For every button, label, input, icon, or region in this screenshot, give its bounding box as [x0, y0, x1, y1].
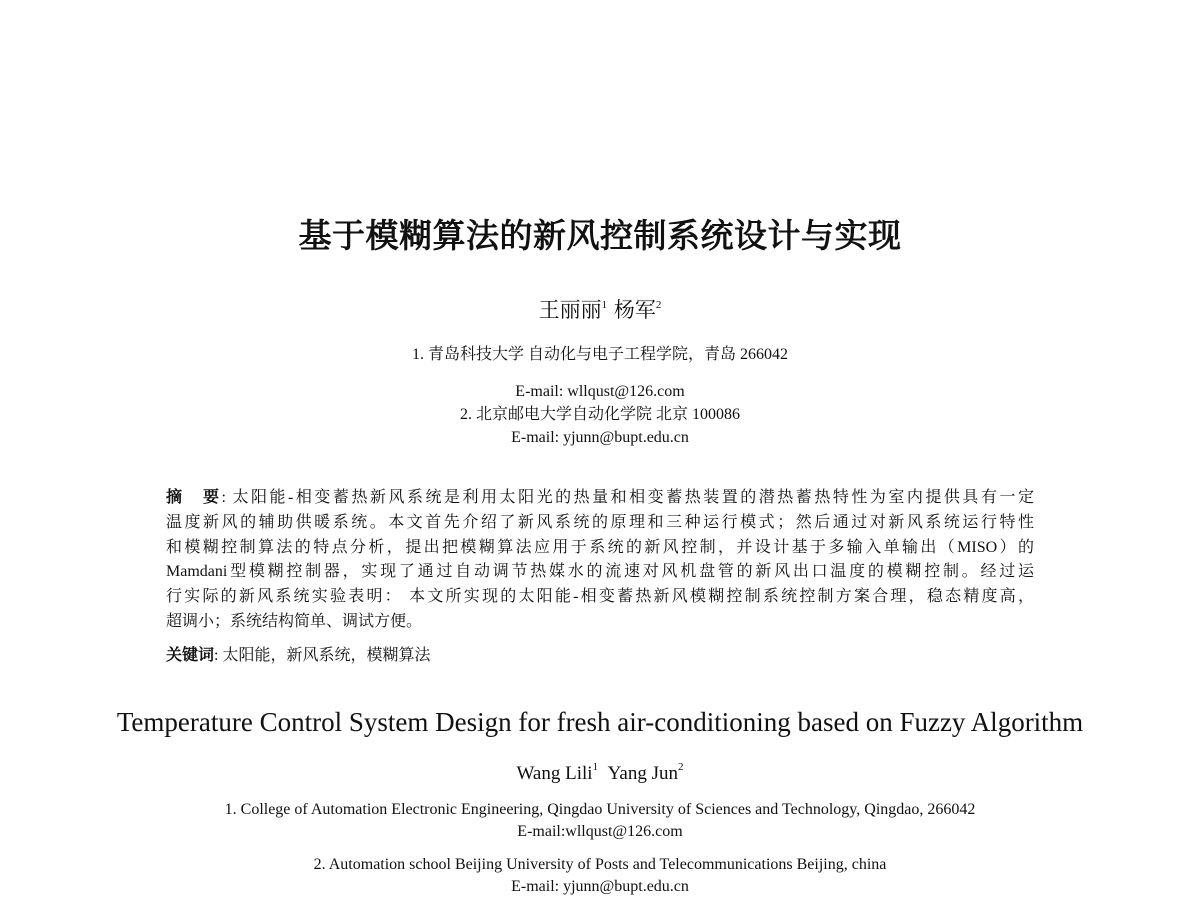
- authors-chinese: [0, 295, 1200, 325]
- keywords-label: 关键词: [166, 645, 215, 664]
- affiliation-block-english-2: [0, 854, 1200, 898]
- affiliation-1-chinese: 1. 青岛科技大学 自动化与电子工程学院，青岛 266042: [411, 346, 788, 363]
- author-1-affiliation-mark-english: 1: [592, 761, 599, 773]
- abstract-line: 行实际的新风系统实验表明： 本文所实现的太阳能-相变蓄热新风模糊控制系统控制方案合理，稳态精度高，: [166, 588, 1034, 606]
- abstract-line: 和模糊控制算法的特点分析，提出把模糊算法应用于系统的新风控制，并设计基于多输入单输出（MISO）的: [166, 538, 1034, 556]
- paper-title-english: Temperature Control System Design for fresh air-conditioning based on Fuzzy Algorithm: [116, 707, 1084, 737]
- affiliation-1-english: 1. College of Automation Electronic Engineering, Qingdao University of Sciences and Technology, Qingdao, 266042: [224, 801, 976, 818]
- author-1-name-english: Wang Lili: [516, 763, 593, 784]
- abstract-line: 超调小；系统结构简单、调试方便。: [166, 612, 423, 630]
- author-2-affiliation-mark-english: 2: [677, 761, 684, 773]
- email-2-english: E-mail: yjunn@bupt.edu.cn: [511, 878, 689, 895]
- abstract-line: [166, 485, 1034, 511]
- affiliation-block-english-1: [0, 799, 1200, 843]
- abstract-chinese: [166, 485, 1034, 635]
- affiliation-2-english: 2. Automation school Beijing University of Posts and Telecommunications Beijing, china: [313, 856, 887, 873]
- keywords-chinese: [166, 643, 430, 668]
- abstract-line: Mamdani型模糊控制器，实现了通过自动调节热媒水的流速对风机盘管的新风出口温度的模糊控制。经过运: [166, 563, 1034, 581]
- author-1-name: 王丽丽: [538, 298, 602, 322]
- abstract-line-text: : 太阳能-相变蓄热新风系统是利用太阳光的热量和相变蓄热装置的潜热蓄热特性为室内提供具有一定: [221, 489, 1034, 506]
- author-2-name: 杨军: [613, 298, 656, 322]
- paper-title-chinese: 基于模糊算法的新风控制系统设计与实现: [298, 216, 902, 255]
- author-2-name-english: Yang Jun: [607, 763, 678, 784]
- affiliation-block-chinese: [0, 380, 1200, 449]
- email-2-chinese: E-mail: yjunn@bupt.edu.cn: [511, 429, 689, 446]
- author-1-affiliation-mark: 1: [601, 299, 608, 311]
- affiliation-2-chinese: 2. 北京邮电大学自动化学院 北京 100086: [459, 406, 740, 423]
- authors-english: [0, 761, 1200, 787]
- keywords-text: : 太阳能，新风系统，模糊算法: [214, 647, 431, 664]
- abstract-label: 摘 要: [166, 487, 222, 506]
- author-2-affiliation-mark: 2: [655, 299, 662, 311]
- email-1-chinese: E-mail: wllqust@126.com: [515, 383, 685, 400]
- abstract-line: 温度新风的辅助供暖系统。本文首先介绍了新风系统的原理和三种运行模式；然后通过对新风系统运行特性: [166, 513, 1034, 531]
- email-1-english: E-mail:wllqust@126.com: [517, 823, 683, 840]
